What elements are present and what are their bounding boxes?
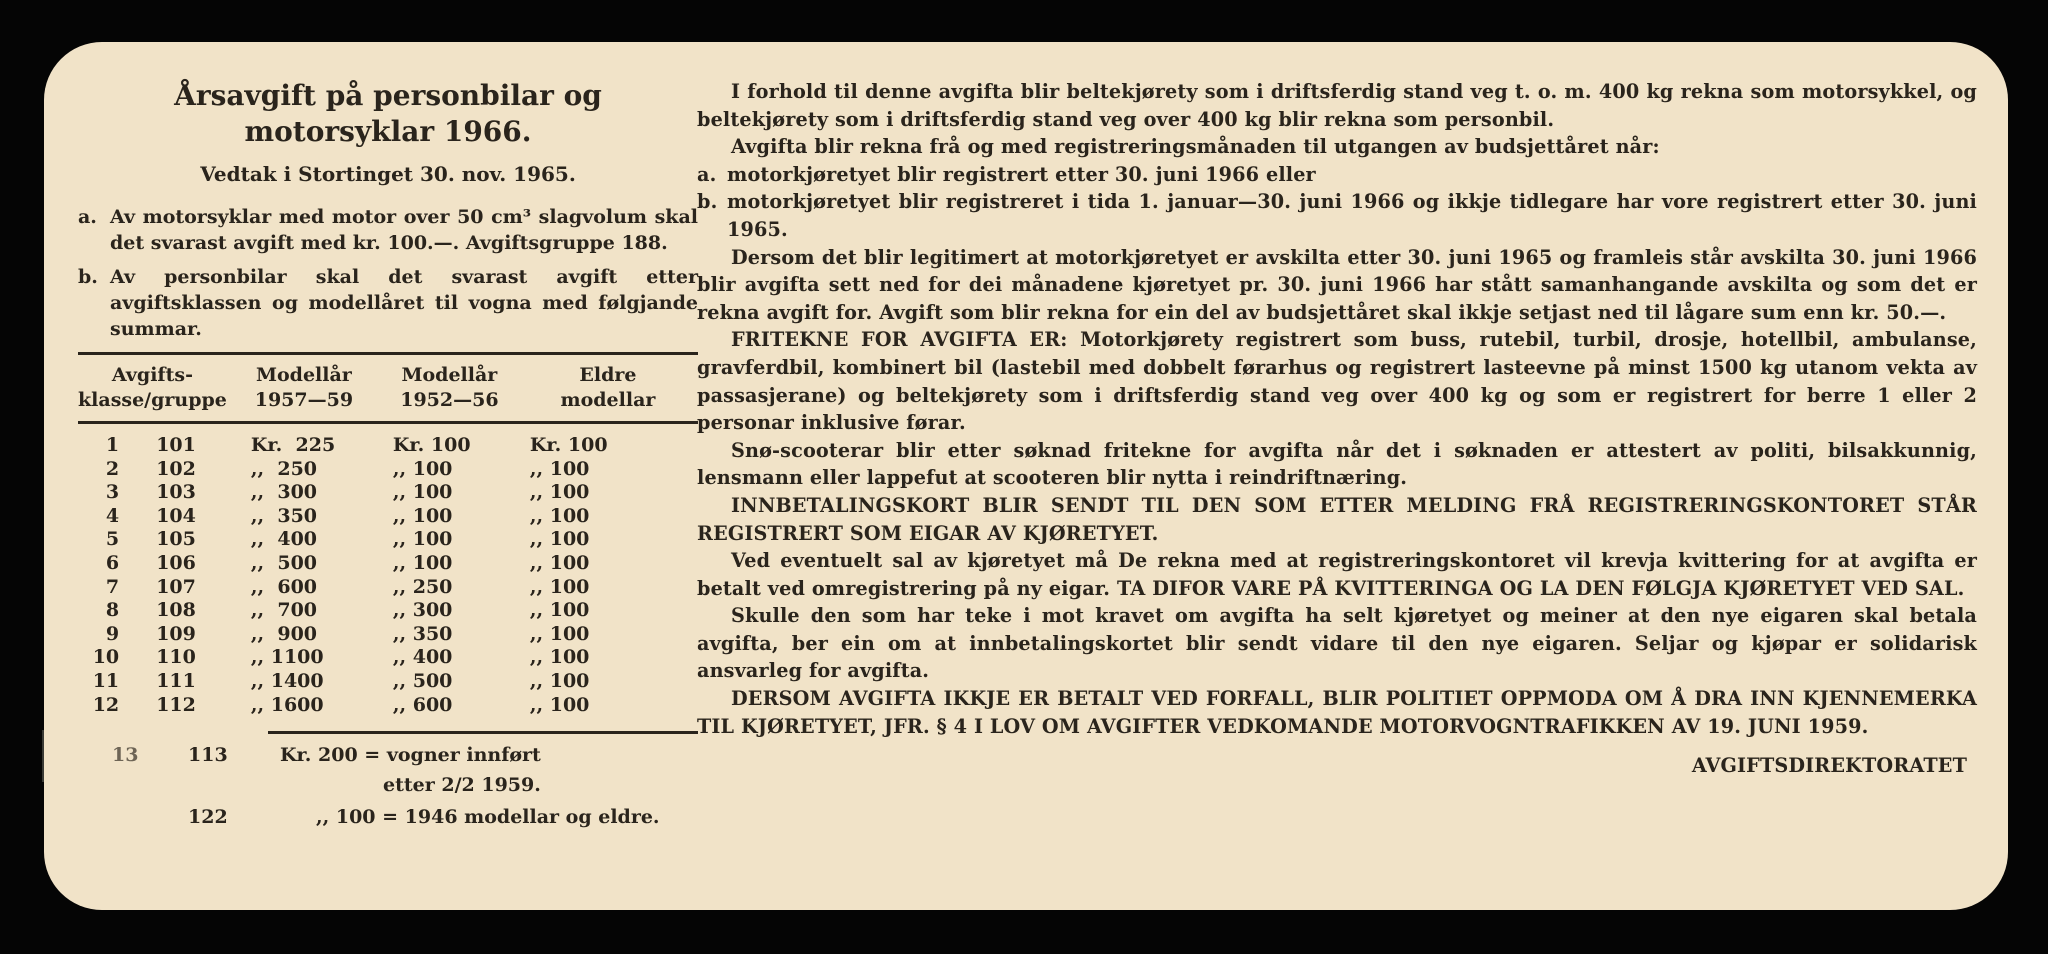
older-cell: ,, 100 xyxy=(529,599,590,622)
model-1957-59-cell: ,, 300 xyxy=(250,481,318,504)
paragraph-avskilta: Dersom det blir legitimert at motorkjøretyet er avskilta etter 30. juni 1965 og framleis står avskilta 30. juni 1966 blir avgifta sett ned for dei månadene kjøretyet pr. 30. juni 1966 har stått samanhangande avskilta og som det er rekna avgift for. Avgift som blir rekna for ein del av budsjettåret skal ikkje setjast ned til lågare sum enn kr. 50.—. xyxy=(697,245,1977,324)
table-row xyxy=(78,623,698,647)
table-row xyxy=(78,552,698,576)
condition-a-text: motorkjøretyet blir registrert etter 30. juni 1966 eller xyxy=(727,162,1316,186)
model-1957-59-cell: ,, 250 xyxy=(250,457,318,480)
right-column xyxy=(697,78,1977,780)
model-1952-56-cell: ,, 400 xyxy=(392,646,453,669)
paragraph-registration-month: Avgifta blir rekna frå og med registreringsmånaden til utgangen av budsjettåret når: xyxy=(731,135,1660,159)
table-row xyxy=(78,576,698,600)
header-model-1952-56: Modellår 1952—56 xyxy=(400,364,499,411)
group-cell: 106 xyxy=(156,551,196,574)
class-cell: 1 xyxy=(105,434,120,456)
item-a-text: Av motorsyklar med motor over 50 cm³ slagvolum skal det svarast avgift med kr. 100.—. Avgiftsgruppe 188. xyxy=(110,206,698,254)
model-1952-56-cell: ,, 100 xyxy=(392,528,453,551)
group-cell: 108 xyxy=(156,599,196,622)
model-1957-59-cell: ,, 1600 xyxy=(250,693,324,716)
note-line-2: etter 2/2 1959. xyxy=(383,774,541,797)
class-cell: 12 xyxy=(92,693,120,716)
older-cell: ,, 100 xyxy=(529,481,590,504)
item-b-label: b. xyxy=(78,266,98,288)
tax-notice-card xyxy=(44,42,2008,910)
title-line-2: motorsyklar 1966. xyxy=(244,115,532,148)
model-1957-59-cell: ,, 350 xyxy=(250,504,318,527)
model-1952-56-cell: ,, 100 xyxy=(392,457,453,480)
signature: AVGIFTSDIREKTORATET xyxy=(1691,754,1967,778)
group-cell: 101 xyxy=(156,434,196,456)
class-cell: 5 xyxy=(105,528,120,551)
group-122: 122 xyxy=(188,806,228,829)
model-1952-56-cell: ,, 350 xyxy=(392,622,453,645)
older-cell: ,, 100 xyxy=(529,646,590,669)
group-cell: 111 xyxy=(156,669,196,692)
older-cell: ,, 100 xyxy=(529,622,590,645)
page-title xyxy=(78,78,698,150)
condition-a xyxy=(697,161,1977,189)
header-class-group: Avgifts- klasse/gruppe xyxy=(78,364,227,411)
older-cell: ,, 100 xyxy=(529,669,590,692)
class-cell: 3 xyxy=(105,481,120,504)
older-cell: ,, 100 xyxy=(529,551,590,574)
model-1957-59-cell: ,, 1400 xyxy=(250,669,324,692)
item-a-label: a. xyxy=(78,206,97,228)
model-1952-56-cell: ,, 250 xyxy=(392,575,453,598)
model-1952-56-cell: ,, 100 xyxy=(392,551,453,574)
table-row xyxy=(78,528,698,552)
group-113: 113 xyxy=(188,744,228,767)
table-row xyxy=(78,670,698,694)
title-line-1: Årsavgift på personbilar og xyxy=(174,79,602,112)
paragraph-snow-scooter: Snø-scooterar blir etter søknad fritekne for avgifta når det i søknaden er attestert av politi, bilsakkunnig, lensmann eller lappefut at scooteren blir nytta i reindriftnæring. xyxy=(697,438,1977,490)
older-cell: Kr. 100 xyxy=(529,434,608,456)
paragraph-payment-card: INNBETALINGSKORT BLIR SENDT TIL DEN SOM ETTER MELDING FRÅ REGISTRERINGSKONTORET STÅR REGISTRERT SOM EIGAR AV KJØRETYET. xyxy=(697,493,1977,545)
model-1952-56-cell: ,, 300 xyxy=(392,599,453,622)
model-1952-56-cell: ,, 600 xyxy=(392,693,453,716)
left-column xyxy=(78,74,698,829)
item-b xyxy=(78,264,698,342)
fee-table xyxy=(78,352,698,723)
header-model-1957-59: Modellår 1957—59 xyxy=(254,364,354,411)
table-row xyxy=(78,599,698,623)
model-1957-59-cell: ,, 600 xyxy=(250,575,318,598)
older-cell: ,, 100 xyxy=(529,528,590,551)
item-a xyxy=(78,204,698,256)
group-cell: 104 xyxy=(156,504,196,527)
table-row xyxy=(78,423,698,458)
group-cell: 102 xyxy=(156,457,196,480)
group-cell: 103 xyxy=(156,481,196,504)
condition-b-text: motorkjøretyet blir registreret i tida 1. januar—30. juni 1966 og ikkje tidlegare har vore registrert etter 30. juni 1965. xyxy=(727,190,1977,241)
class-cell: 6 xyxy=(105,551,120,574)
group-cell: 109 xyxy=(156,622,196,645)
condition-a-label: a. xyxy=(697,162,717,186)
paragraph-new-owner: Skulle den som har teke i mot kravet om avgifta ha selt kjøretyet og meiner at den nye eigaren skal betala avgifta, ber ein om at innbetalingskortet blir sendt vidare til den nye eigaren. Seljar og kjøpar er solidarisk ansvarleg for avgifta. xyxy=(697,604,1977,683)
paragraph-beltekjorety: I forhold til denne avgifta blir beltekjørety som i driftsferdig stand veg t. o. m. 400 kg rekna som motorsykkel, og beltekjørety som i driftsferdig stand veg over 400 kg blir rekna som personbil. xyxy=(697,80,1977,131)
older-cell: ,, 100 xyxy=(529,575,590,598)
paragraph-police: DERSOM AVGIFTA IKKJE ER BETALT VED FORFALL, BLIR POLITIET OPPMODA OM Å DRA INN KJENNEMERKA TIL KJØRETYET, JFR. § 4 I LOV OM AVGIFTER VEDKOMANDE MOTORVOGNTRAFIKKEN AV 19. JUNI 1959. xyxy=(697,687,1977,738)
note-line-3: ,, 100 = 1946 modellar og eldre. xyxy=(316,806,660,829)
model-1957-59-cell: ,, 400 xyxy=(250,528,318,551)
class-cell: 2 xyxy=(105,457,120,480)
class-13: 13 xyxy=(112,744,139,767)
older-cell: ,, 100 xyxy=(529,504,590,527)
model-1957-59-cell: ,, 700 xyxy=(250,599,318,622)
class-cell: 11 xyxy=(92,669,120,692)
group-cell: 110 xyxy=(156,646,196,669)
class-cell: 9 xyxy=(105,622,120,645)
table-row xyxy=(78,694,698,724)
group-cell: 107 xyxy=(156,575,196,598)
header-older-models: Eldre modellar xyxy=(560,364,656,411)
older-cell: ,, 100 xyxy=(529,693,590,716)
subtitle: Vedtak i Stortinget 30. nov. 1965. xyxy=(200,162,576,186)
table-notes xyxy=(78,734,698,829)
model-1952-56-cell: ,, 100 xyxy=(392,481,453,504)
group-cell: 105 xyxy=(156,528,196,551)
model-1952-56-cell: ,, 500 xyxy=(392,669,453,692)
model-1957-59-cell: Kr. 225 xyxy=(250,434,336,456)
model-1957-59-cell: ,, 500 xyxy=(250,551,318,574)
condition-b-label: b. xyxy=(697,190,718,214)
group-cell: 112 xyxy=(156,693,196,716)
class-cell: 7 xyxy=(105,575,120,598)
note-line-1: Kr. 200 = vogner innført xyxy=(280,744,541,767)
class-cell: 4 xyxy=(105,504,120,527)
table-row xyxy=(78,646,698,670)
table-row xyxy=(78,458,698,482)
class-cell: 8 xyxy=(105,599,120,622)
table-row xyxy=(78,505,698,529)
condition-b xyxy=(697,188,1977,243)
table-body xyxy=(78,423,698,724)
table-header-row xyxy=(78,354,698,423)
model-1952-56-cell: Kr. 100 xyxy=(392,434,471,456)
item-b-text: Av personbilar skal det svarast avgift etter avgiftsklassen og modellåret til vogna med følgjande summar. xyxy=(110,266,698,340)
older-cell: ,, 100 xyxy=(529,457,590,480)
table-row xyxy=(78,481,698,505)
paragraph-exemptions: FRITEKNE FOR AVGIFTA ER: Motorkjørety registrert som buss, rutebil, turbil, drosje, hotellbil, ambulanse, gravferdbil, kombinert bil (lastebil med dobbelt førarhus og registrert lasteevne på minst 1500 kg utanom vekta av passasjerane) og beltekjørety som i driftsferdig stand veg over 400 kg og som er registrert for berre 1 eller 2 personar inklusive førar. xyxy=(697,328,1977,435)
model-1952-56-cell: ,, 100 xyxy=(392,504,453,527)
model-1957-59-cell: ,, 1100 xyxy=(250,646,324,669)
model-1957-59-cell: ,, 900 xyxy=(250,622,318,645)
class-cell: 10 xyxy=(92,646,120,669)
paragraph-sale: Ved eventuelt sal av kjøretyet må De rekna med at registreringskontoret vil krevja kvittering for at avgifta er betalt ved omregistrering på ny eigar. TA DIFOR VARE PÅ KVITTERINGA OG LA DEN FØLGJA KJØRETYET VED SAL. xyxy=(697,549,1977,600)
